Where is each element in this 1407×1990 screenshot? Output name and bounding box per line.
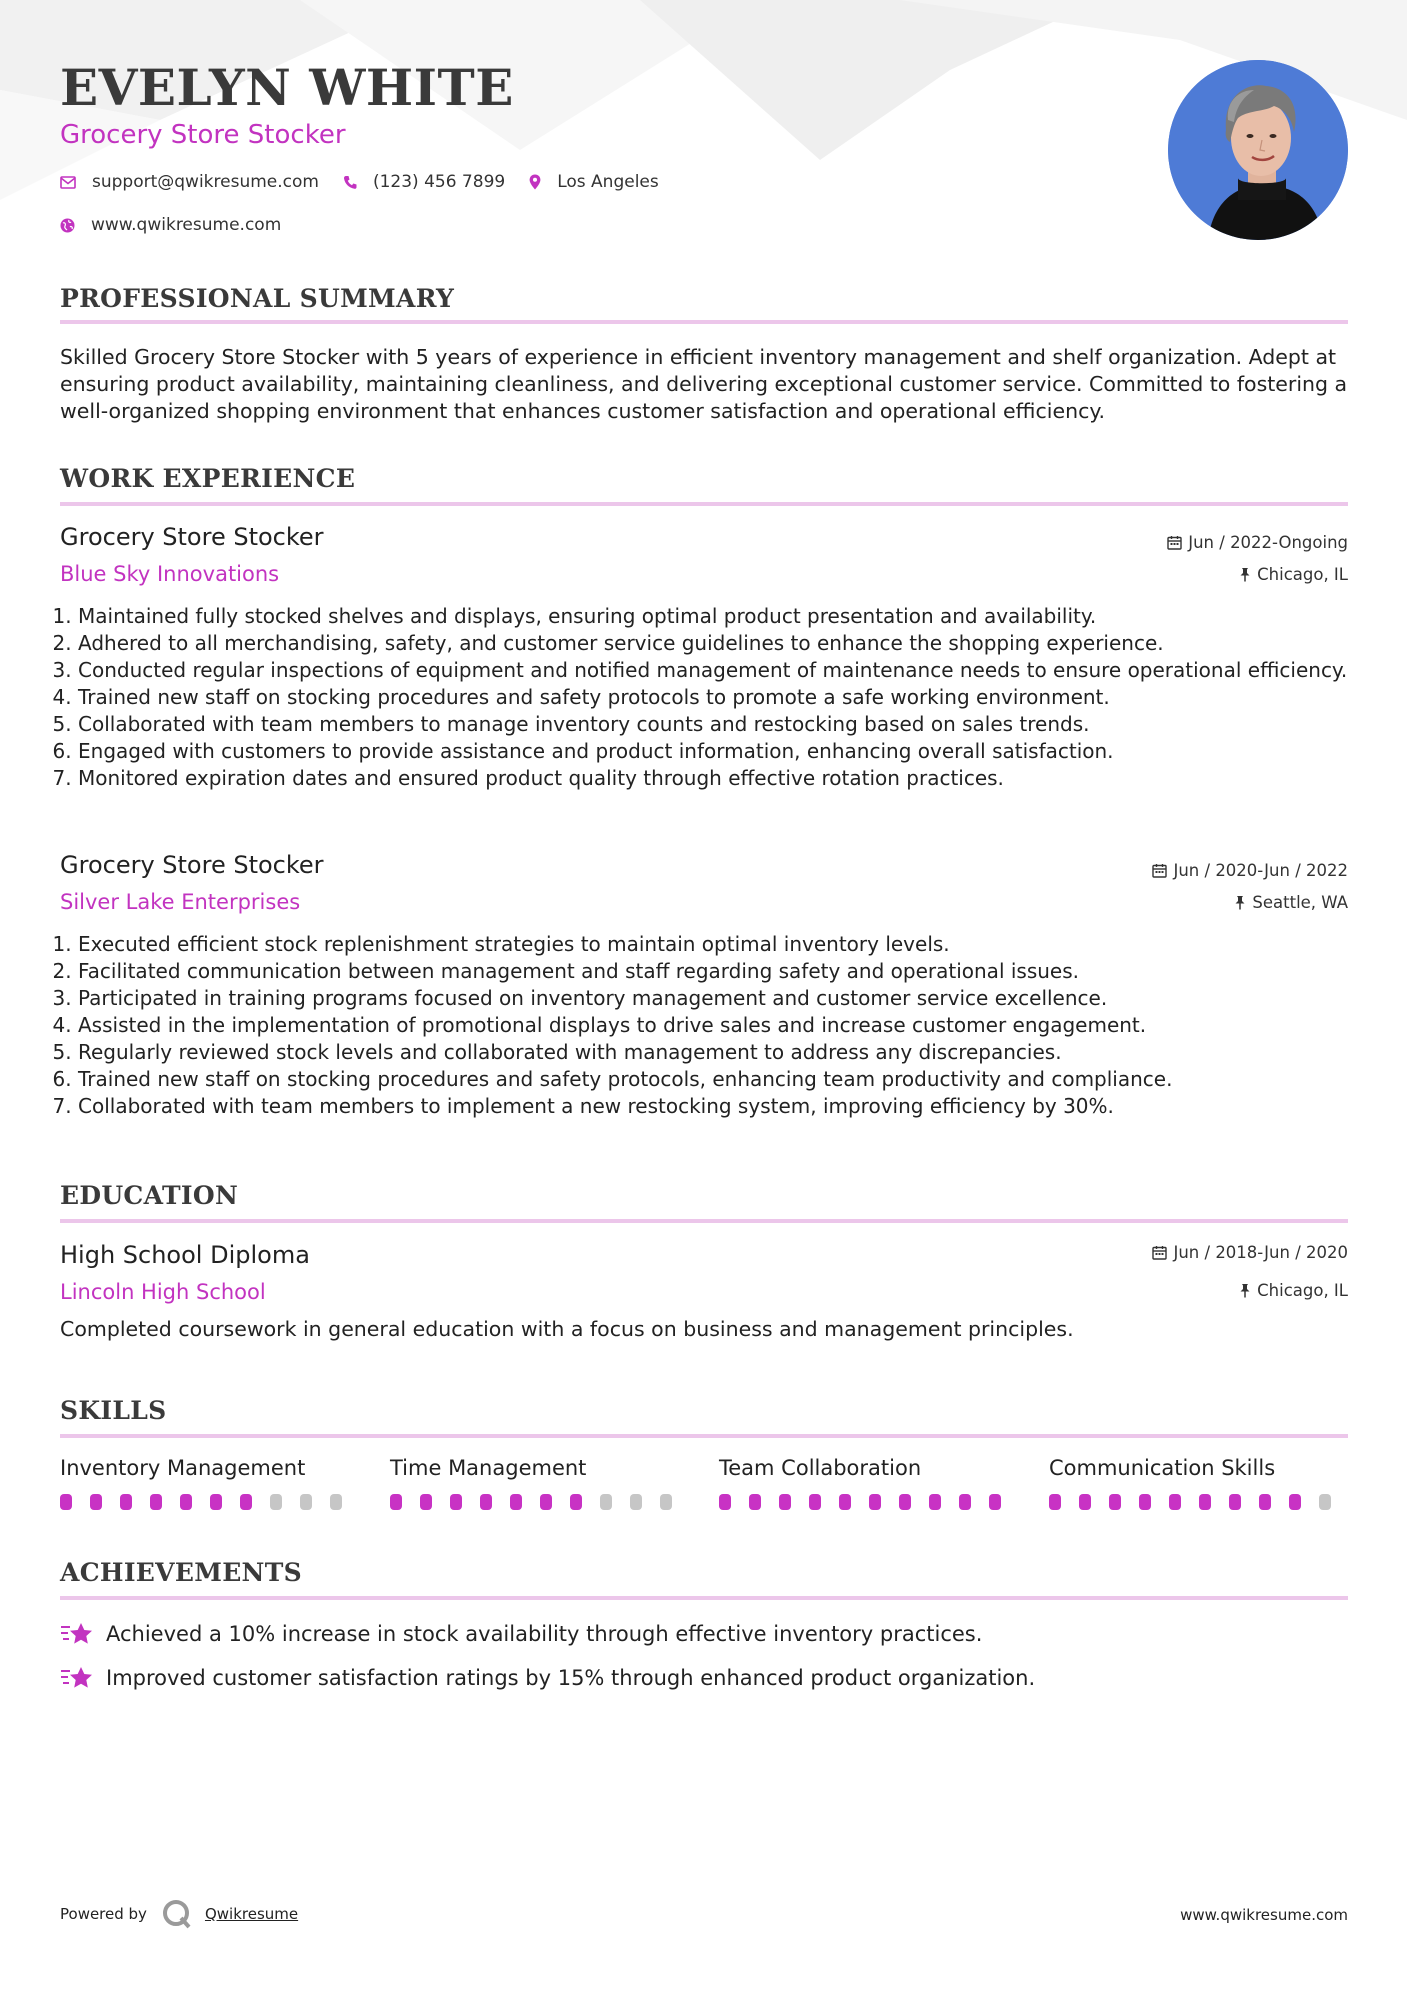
list-item: 6. Trained new staff on stocking procedures and safety protocols, enhancing team productivity and compliance.	[78, 1066, 1366, 1093]
skill-dot	[839, 1494, 851, 1510]
job-1-dates	[1167, 533, 1348, 552]
website-item[interactable]	[60, 215, 281, 235]
skill-name: Inventory Management	[60, 1456, 306, 1480]
contact-row	[60, 172, 683, 192]
summary-text: Skilled Grocery Store Stocker with 5 years of experience in efficient inventory management and shelf organization. Adept at ensuring product availability, maintaining cleanliness, and delivering exceptional customer service. Committed to fostering a well-organized shopping environment that enhances customer satisfaction and operational efficiency.	[60, 345, 1348, 423]
pushpin-icon	[1234, 895, 1246, 910]
job-2-company: Silver Lake Enterprises	[60, 890, 301, 914]
footer-powered-by	[60, 1898, 298, 1930]
skill-dot	[1169, 1494, 1181, 1510]
job-2-bullets	[60, 931, 1366, 1120]
location-item	[529, 172, 659, 192]
skill-dot	[749, 1494, 761, 1510]
skill-dot	[270, 1494, 282, 1510]
job-1-dates-text: Jun / 2022-Ongoing	[1188, 533, 1348, 552]
skill-rating	[390, 1494, 690, 1510]
list-item: 2. Adhered to all merchandising, safety, and customer service guidelines to enhance the shopping experience.	[78, 630, 1366, 657]
shooting-star-icon	[60, 1620, 94, 1648]
skill-dot	[809, 1494, 821, 1510]
education-degree: High School Diploma	[60, 1241, 310, 1269]
achievements-divider	[60, 1596, 1348, 1600]
skills-divider	[60, 1434, 1348, 1438]
skill-dot	[120, 1494, 132, 1510]
skill-item	[60, 1456, 360, 1510]
list-item: 4. Assisted in the implementation of promotional displays to drive sales and increase customer engagement.	[78, 1012, 1366, 1039]
skill-dot	[1229, 1494, 1241, 1510]
location-text: Los Angeles	[557, 172, 659, 192]
achievement-item	[60, 1620, 982, 1648]
education-divider	[60, 1219, 1348, 1223]
calendar-icon	[1152, 863, 1167, 878]
job-2-dates	[1152, 861, 1348, 880]
phone-text: (123) 456 7899	[372, 172, 506, 192]
skill-dot	[1259, 1494, 1271, 1510]
candidate-title: Grocery Store Stocker	[60, 120, 346, 150]
education-description: Completed coursework in general education with a focus on business and management principles.	[60, 1317, 1074, 1341]
website-row	[60, 215, 305, 235]
skill-dot	[540, 1494, 552, 1510]
qwikresume-logo-icon	[161, 1898, 193, 1930]
skill-dot	[240, 1494, 252, 1510]
skill-dot	[450, 1494, 462, 1510]
skill-dot	[210, 1494, 222, 1510]
education-location-text: Chicago, IL	[1257, 1281, 1348, 1300]
skills-heading: SKILLS	[60, 1396, 167, 1425]
experience-divider	[60, 502, 1348, 506]
education-location	[1239, 1281, 1348, 1300]
phone-item[interactable]	[343, 172, 505, 192]
website-text: www.qwikresume.com	[91, 215, 282, 235]
skill-dot	[929, 1494, 941, 1510]
list-item: 4. Trained new staff on stocking procedures and safety protocols to promote a safe working environment.	[78, 684, 1366, 711]
education-school: Lincoln High School	[60, 1280, 266, 1304]
skill-dot	[1199, 1494, 1211, 1510]
job-2-location	[1234, 893, 1348, 912]
skill-dot	[1079, 1494, 1091, 1510]
job-1-title: Grocery Store Stocker	[60, 523, 324, 551]
skill-dot	[480, 1494, 492, 1510]
shooting-star-icon	[60, 1664, 94, 1692]
achievements-heading: ACHIEVEMENTS	[60, 1558, 302, 1587]
list-item: 1. Maintained fully stocked shelves and displays, ensuring optimal product presentation and availability.	[78, 603, 1366, 630]
powered-by-label: Powered by	[60, 1905, 147, 1923]
skill-dot	[420, 1494, 432, 1510]
skill-dot	[180, 1494, 192, 1510]
pushpin-icon	[1239, 567, 1251, 582]
skill-dot	[899, 1494, 911, 1510]
education-dates-text: Jun / 2018-Jun / 2020	[1173, 1243, 1348, 1262]
map-pin-icon	[529, 174, 541, 190]
skill-dot	[390, 1494, 402, 1510]
job-1-location	[1239, 565, 1348, 584]
skill-dot	[869, 1494, 881, 1510]
skill-dot	[570, 1494, 582, 1510]
skill-dot	[630, 1494, 642, 1510]
skill-dot	[660, 1494, 672, 1510]
envelope-icon	[60, 176, 76, 189]
list-item: 6. Engaged with customers to provide assistance and product information, enhancing overall satisfaction.	[78, 738, 1366, 765]
education-heading: EDUCATION	[60, 1181, 239, 1210]
skill-dot	[1319, 1494, 1331, 1510]
calendar-icon	[1167, 535, 1182, 550]
list-item: 3. Participated in training programs focused on inventory management and customer service excellence.	[78, 985, 1366, 1012]
skill-name: Time Management	[390, 1456, 587, 1480]
skill-rating	[719, 1494, 1019, 1510]
skill-name: Team Collaboration	[719, 1456, 922, 1480]
skill-name: Communication Skills	[1049, 1456, 1276, 1480]
skill-item	[390, 1456, 690, 1510]
skill-dot	[779, 1494, 791, 1510]
job-2-dates-text: Jun / 2020-Jun / 2022	[1173, 861, 1348, 880]
list-item: 7. Collaborated with team members to implement a new restocking system, improving efficiency by 30%.	[78, 1093, 1366, 1120]
job-2-location-text: Seattle, WA	[1252, 893, 1348, 912]
list-item: 3. Conducted regular inspections of equipment and notified management of maintenance needs to ensure operational efficiency.	[78, 657, 1366, 684]
skill-dot	[150, 1494, 162, 1510]
footer-website[interactable]: www.qwikresume.com	[1180, 1906, 1348, 1924]
skill-dot	[959, 1494, 971, 1510]
skill-dot	[60, 1494, 72, 1510]
skill-dot	[1289, 1494, 1301, 1510]
email-text: support@qwikresume.com	[92, 172, 319, 192]
skill-item	[719, 1456, 1019, 1510]
achievement-item	[60, 1664, 1035, 1692]
list-item: 2. Facilitated communication between management and staff regarding safety and operational issues.	[78, 958, 1366, 985]
list-item: 1. Executed efficient stock replenishment strategies to maintain optimal inventory levels.	[78, 931, 1366, 958]
job-2-title: Grocery Store Stocker	[60, 851, 324, 879]
skill-dot	[330, 1494, 342, 1510]
skill-dot	[510, 1494, 522, 1510]
skill-dot	[300, 1494, 312, 1510]
globe-icon	[60, 218, 75, 233]
phone-icon	[343, 175, 357, 190]
experience-heading: WORK EXPERIENCE	[60, 464, 356, 493]
skill-dot	[1109, 1494, 1121, 1510]
resume-page	[60, 0, 1348, 1990]
list-item: 5. Regularly reviewed stock levels and collaborated with management to address any discrepancies.	[78, 1039, 1366, 1066]
job-1-company: Blue Sky Innovations	[60, 562, 280, 586]
profile-photo	[1168, 60, 1348, 240]
email-item[interactable]	[60, 172, 319, 192]
candidate-name: EVELYN WHITE	[60, 58, 514, 117]
skill-rating	[1049, 1494, 1349, 1510]
achievement-text: Improved customer satisfaction ratings by 15% through enhanced product organization.	[106, 1666, 1036, 1690]
skill-dot	[989, 1494, 1001, 1510]
skill-dot	[719, 1494, 731, 1510]
skill-item	[1049, 1456, 1349, 1510]
profile-photo-illustration	[1168, 60, 1348, 240]
list-item: 5. Collaborated with team members to manage inventory counts and restocking based on sales trends.	[78, 711, 1366, 738]
job-1-bullets	[60, 603, 1366, 792]
list-item: 7. Monitored expiration dates and ensured product quality through effective rotation practices.	[78, 765, 1366, 792]
skill-dot	[1139, 1494, 1151, 1510]
education-dates	[1152, 1243, 1348, 1262]
skill-dot	[600, 1494, 612, 1510]
skill-dot	[1049, 1494, 1061, 1510]
achievement-text: Achieved a 10% increase in stock availability through effective inventory practices.	[106, 1622, 983, 1646]
skill-rating	[60, 1494, 360, 1510]
qwikresume-link[interactable]: Qwikresume	[204, 1905, 299, 1923]
skill-dot	[90, 1494, 102, 1510]
pushpin-icon	[1239, 1283, 1251, 1298]
summary-divider	[60, 320, 1348, 324]
summary-heading: PROFESSIONAL SUMMARY	[60, 284, 455, 313]
job-1-location-text: Chicago, IL	[1257, 565, 1348, 584]
calendar-icon	[1152, 1245, 1167, 1260]
